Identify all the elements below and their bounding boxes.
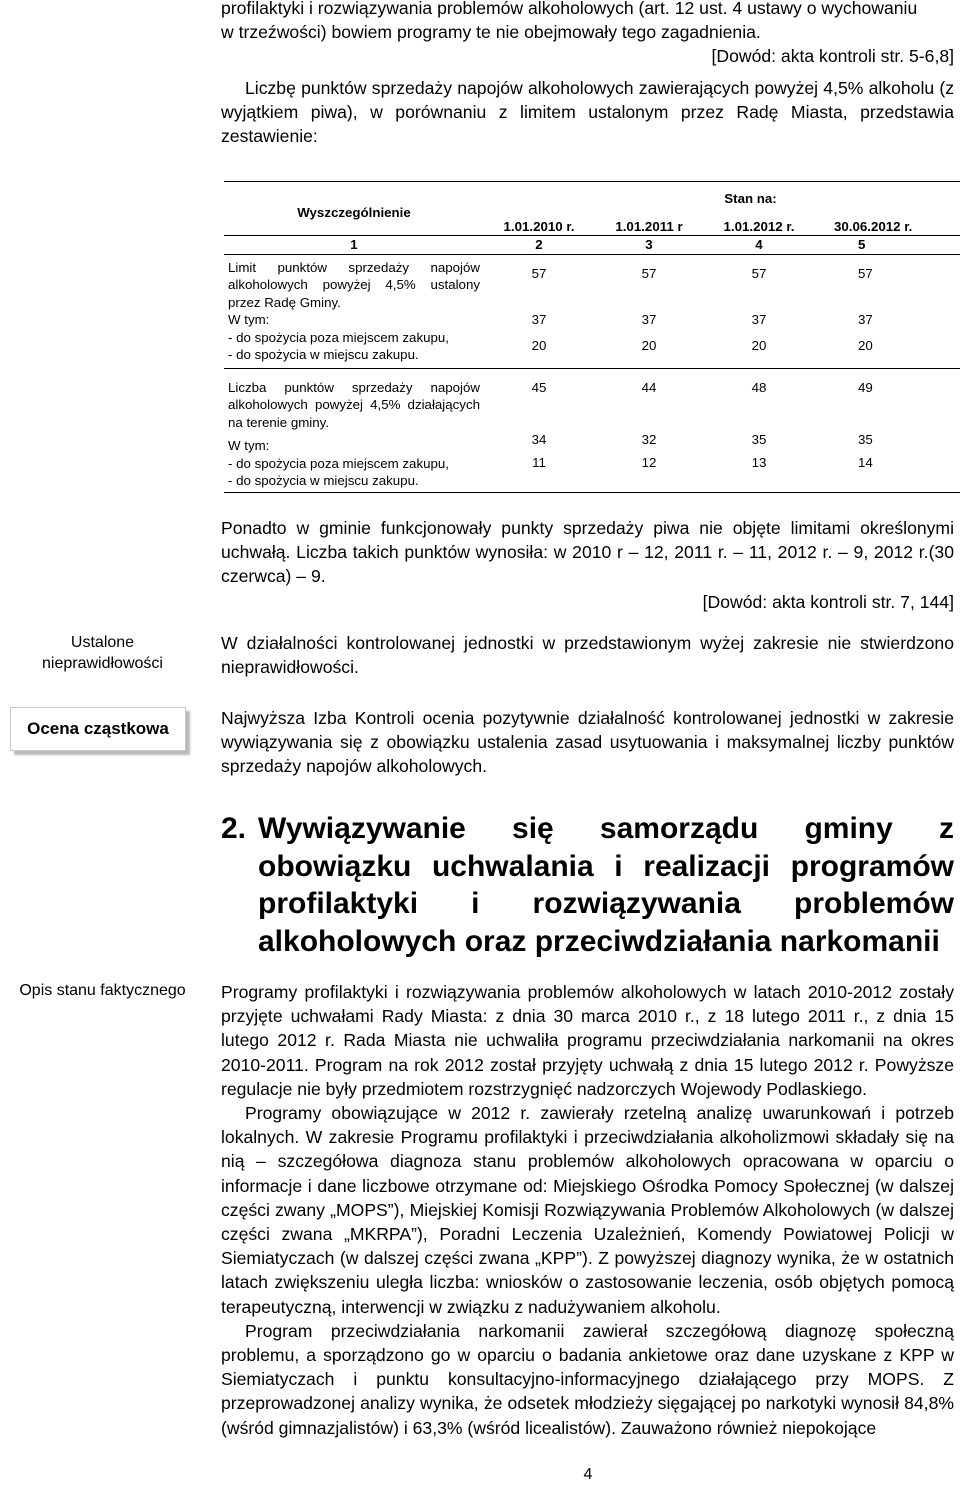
page-number: 4: [583, 1466, 593, 1483]
table-cell: 12: [641, 454, 657, 470]
table-cell: 45: [531, 379, 547, 395]
w-miejscu-label: - do spożycia w miejscu zakupu.: [228, 347, 419, 362]
table-cell: 57: [751, 265, 767, 281]
table-col-num: 3: [645, 237, 653, 252]
evidence-ref-2: [Dowód: akta kontroli str. 7, 144]: [702, 592, 954, 613]
w-tym-label: W tym:: [228, 312, 270, 327]
table-cell: 37: [531, 312, 547, 327]
intro-block: [221, 0, 954, 149]
table-cell: 57: [641, 265, 657, 281]
table-cell: 37: [858, 312, 873, 327]
table-cell: 34: [531, 432, 547, 447]
opis-paragraph-1: Programy profilaktyki i rozwiązywania problemów alkoholowych w latach 2010-2012 zostały przyjęte uchwałami Rady Miasta: z dnia 30 marca 2010 r., z 18 lutego 2011 r., z dnia 15 lutego 2012 r. Rada Miasta nie uchwaliła programu przeciwdziałania narkomanii na okres 2010-2011. Program na rok 2012 został przyjęty uchwałą z dnia 15 lutego 2012 r. Powyższe regulacje nie były przedmiotem rozstrzygnięć nadzorczych Wojewody Podlaskiego.: [221, 982, 954, 1099]
evidence-ref-1: [Dowód: akta kontroli str. 5-6,8]: [711, 45, 954, 66]
table-cell: 13: [751, 454, 767, 470]
table-stan-na: Stan na:: [724, 191, 777, 206]
ocena-text: Najwyższa Izba Kontroli ocenia pozytywnie działalność kontrolowanej jednostki w zakresie wywiązywania się z obowiązku ustalenia zasad usytuowania i maksymalnej liczby punktów sprzedaży napojów alkoholowych.: [221, 708, 954, 776]
section-number: 2.: [221, 812, 247, 845]
liczba-label: Liczba punktów sprzedaży napojów alkoholowych powyżej 4,5% działających na terenie gminy.: [228, 379, 480, 430]
table-cell: 20: [641, 337, 657, 353]
intro-line-1: profilaktyki i rozwiązywania problemów alkoholowych (art. 12 ust. 4 ustawy o wychowaniu: [221, 0, 918, 18]
piwo-paragraph: [221, 517, 954, 615]
table-col-num: 1: [350, 237, 358, 252]
table-col-num: 4: [755, 237, 763, 252]
table-cell: 14: [858, 454, 873, 470]
poza-label: - do spożycia poza miejscem zakupu,: [228, 329, 449, 345]
opis-paragraph-3: Program przeciwdziałania narkomanii zawierał szczegółową diagnozę społeczną problemu, a sporządzono go w oparciu o badania ankietowe oraz dane uzyskane z KPP w Siemiatyczach i punktu konsultacyjno-informacyjnego działającego przy MOPS. Z przeprowadzonej analizy wynika, że odsetek młodzieży sięgającej po narkotyki wynosił 84,8% (wśród gimnazjalistów) i 63,3% (wśród licealistów). Zauważono również niepokojące: [221, 1320, 954, 1438]
table-date: 30.06.2012 r.: [834, 218, 913, 234]
table-cell: 37: [641, 312, 657, 327]
table-cell: 44: [641, 379, 657, 395]
side-label-ocena: Ocena cząstkowa: [10, 707, 186, 751]
table-col-head: Wyszczególnienie: [297, 204, 411, 220]
w-miejscu-label: - do spożycia w miejscu zakupu.: [228, 473, 419, 488]
w-tym-label: W tym:: [228, 438, 270, 453]
nieprawidlowosci-text: W działalności kontrolowanej jednostki w przedstawionym wyżej zakresie nie stwierdzono nieprawidłowości.: [221, 633, 954, 677]
table-cell: 37: [751, 312, 767, 327]
piwo-text: Ponadto w gminie funkcjonowały punkty sprzedaży piwa nie objęte limitami określonymi uchwałą. Liczba takich punktów wynosiła: w 2010 r – 12, 2011 r. – 11, 2012 r. – 9, 2012 r.(30 czerwca) – 9.: [221, 518, 954, 586]
table-cell: 20: [531, 337, 547, 353]
table-col-num: 2: [535, 237, 543, 252]
table-cell: 11: [532, 454, 546, 470]
table-cell: 57: [531, 265, 547, 281]
sales-points-table: [224, 181, 960, 493]
table-col-num: 5: [858, 237, 866, 252]
table-date: 1.01.2012 r.: [723, 218, 795, 234]
table-cell: 35: [858, 432, 873, 447]
poza-label: - do spożycia poza miejscem zakupu,: [228, 455, 449, 471]
table-cell: 57: [858, 265, 873, 281]
section-heading: [221, 810, 954, 960]
table-date: 1.01.2011 r: [615, 218, 683, 234]
table-cell: 35: [751, 432, 767, 447]
intro-line-2: w trzeźwości) bowiem programy te nie obejmowały tego zagadnienia.: [221, 21, 761, 42]
opis-block: [221, 980, 954, 1440]
table-cell: 49: [858, 379, 873, 395]
limit-label: Limit punktów sprzedaży napojów alkoholowych powyżej 4,5% ustalony przez Radę Gminy.: [228, 259, 480, 310]
section-title: Wywiązywanie się samorządu gminy z obowiązku uchwalania i realizacji programów profilaktyki i rozwiązywania problemów alkoholowych oraz przeciwdziałania narkomanii: [258, 812, 954, 958]
table-cell: 32: [641, 432, 657, 447]
opis-paragraph-2: Programy obowiązujące w 2012 r. zawierały rzetelną analizę uwarunkowań i potrzeb lokalnych. W zakresie Programu profilaktyki i przeciwdziałania alkoholizmowi składały się na nią – szczegółowa diagnoza stanu problemów alkoholowych opracowana w oparciu o informacje i dane liczbowe otrzymane od: Miejskiego Ośrodka Pomocy Społecznej (w dalszej części zwany „MOPS”), Miejskiej Komisji Rozwiązywania Problemów Alkoholowych (w dalszej części zwana „MKRPA”), Poradni Leczenia Uzależnień, Komendy Powiatowej Policji w Siemiatyczach (w dalszej części zwana „KPP”). Z powyższej diagnozy wynika, że w ostatnich latach zwiększeniu uległa liczba: wniosków o zastosowanie leczenia, osób objętych pomocą terapeutyczną, interwencji w związku z nadużywaniem alkoholu.: [221, 1103, 954, 1317]
intro-paragraph: Liczbę punktów sprzedaży napojów alkoholowych zawierających powyżej 4,5% alkoholu (z wyjątkiem piwa), w porównaniu z limitem ustalonym przez Radę Miasta, przedstawia zestawienie:: [221, 78, 954, 146]
table-date: 1.01.2010 r.: [503, 218, 575, 234]
table-cell: 20: [751, 337, 767, 353]
side-label-ustalone: Ustalone nieprawidłowości: [42, 634, 163, 672]
table-cell: 48: [751, 379, 767, 395]
table-cell: 20: [858, 337, 873, 353]
side-label-opis: Opis stanu faktycznego: [19, 982, 186, 999]
